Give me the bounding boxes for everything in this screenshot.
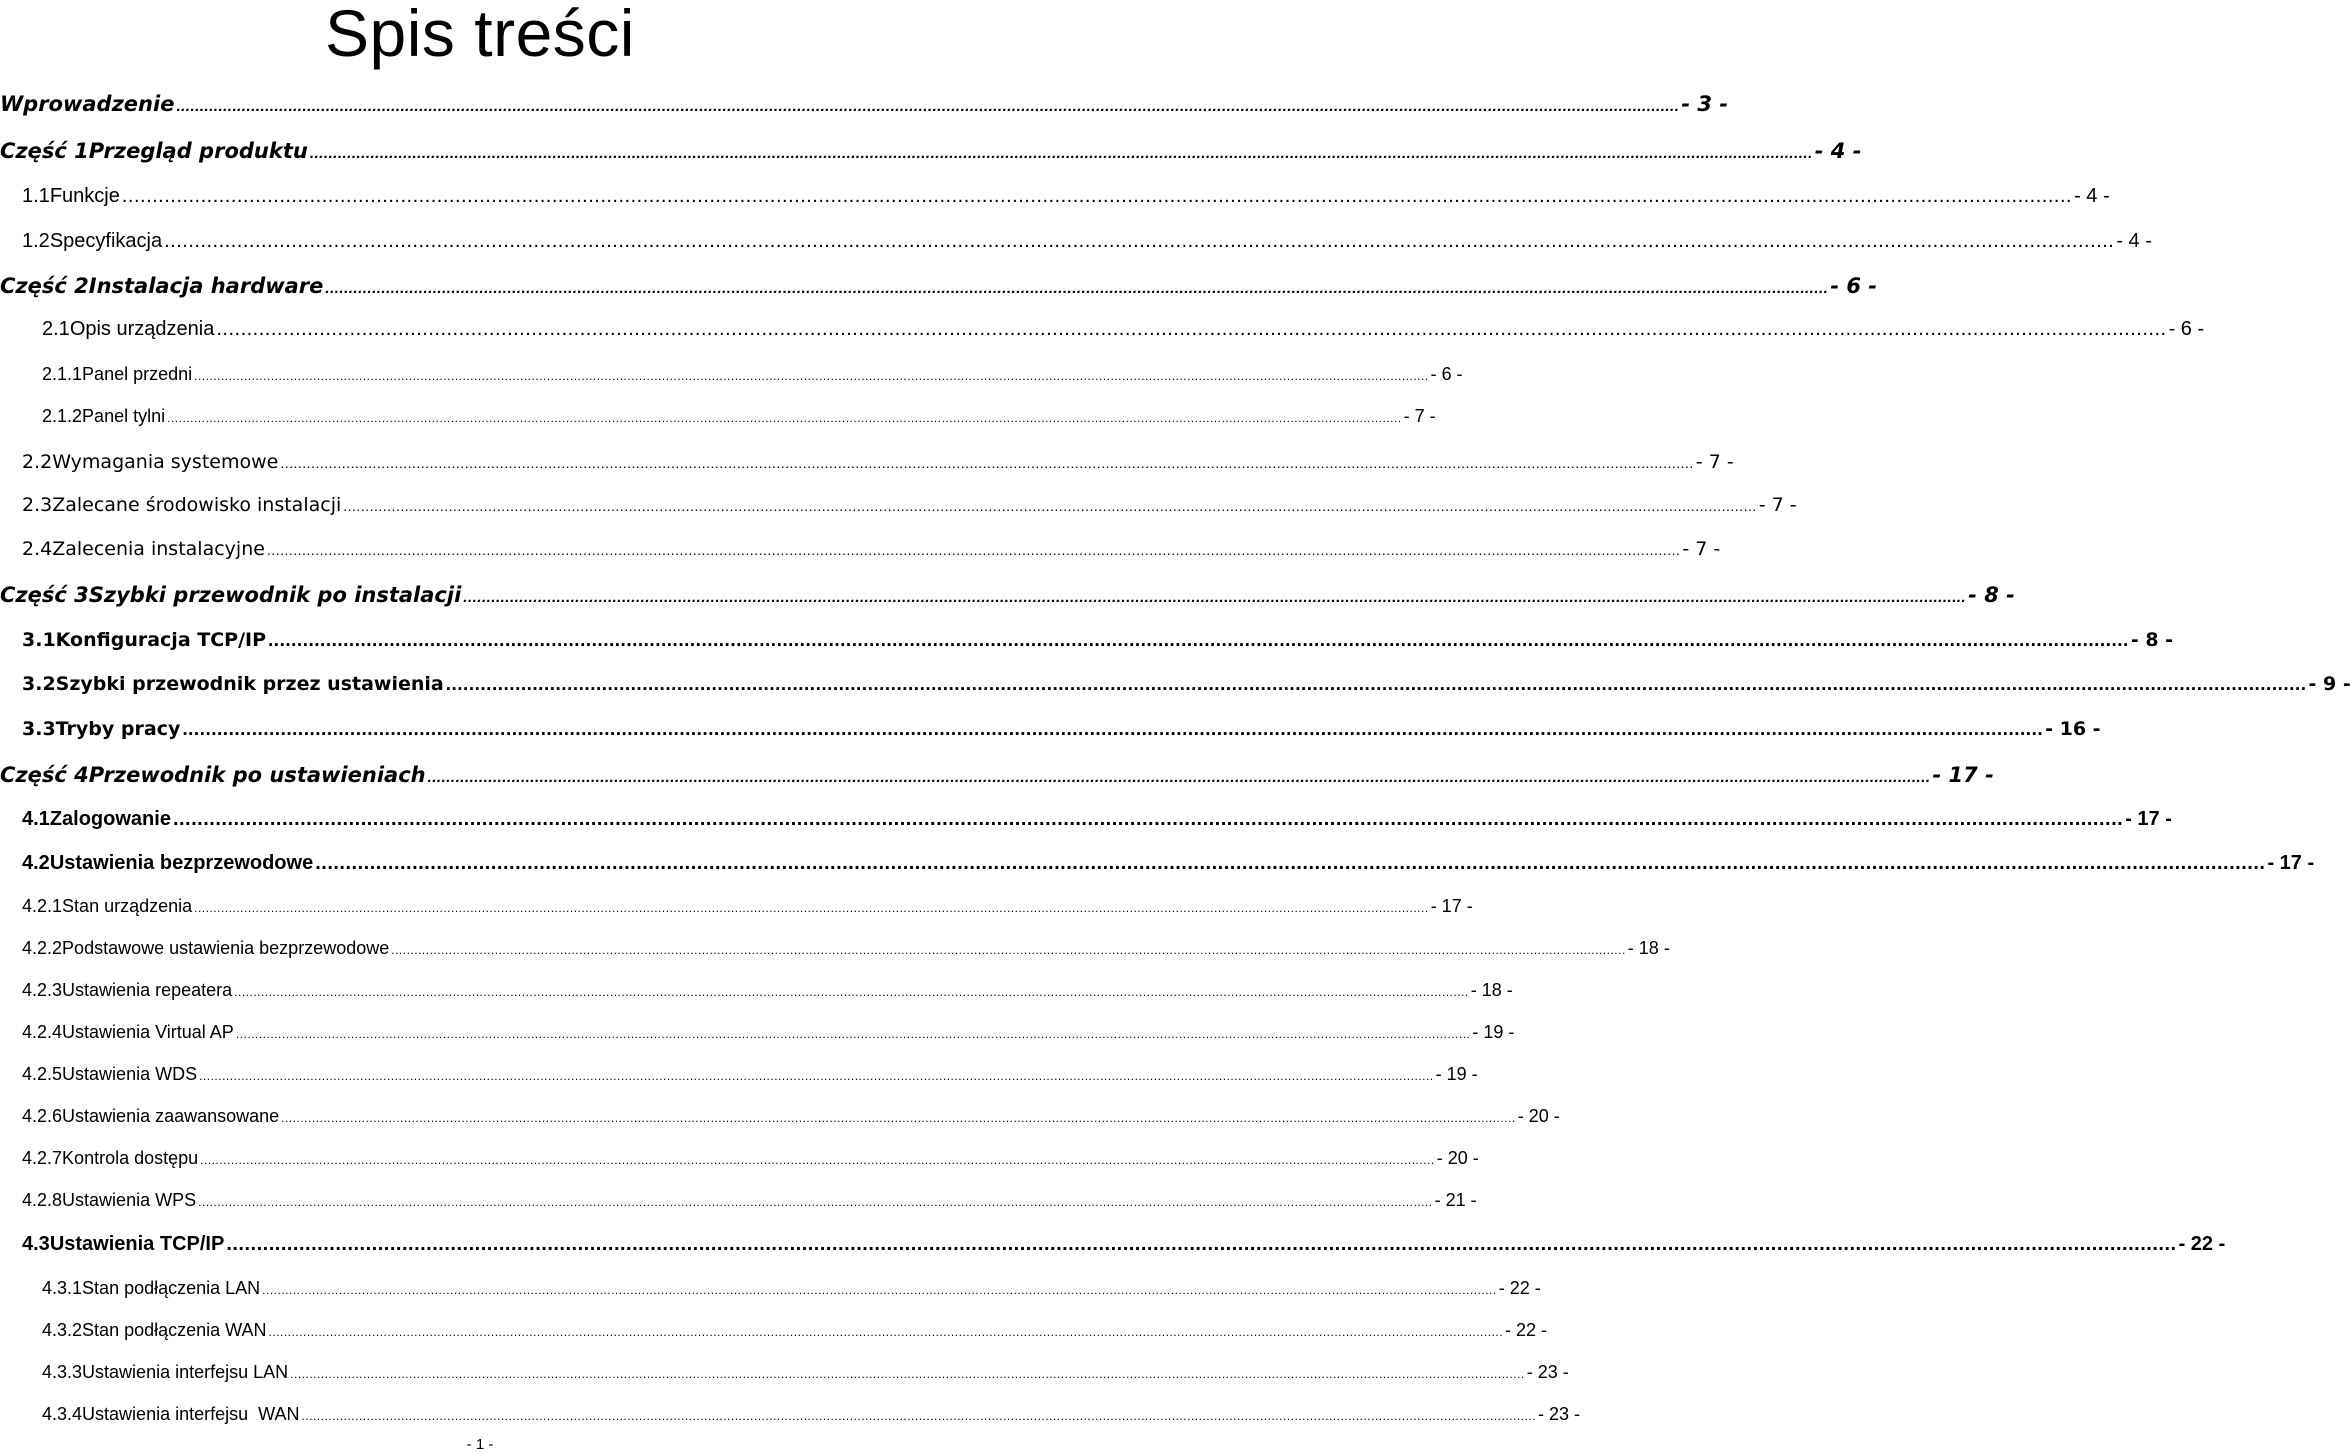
dot-leader: [199, 1069, 1434, 1083]
toc-page-number: - 7 -: [1695, 451, 1734, 473]
toc-entry-number: 4.3: [22, 1233, 50, 1255]
toc-page-number: - 16 -: [2045, 718, 2101, 740]
toc-page-number: - 18 -: [1470, 980, 1513, 1000]
toc-entry-2-4[interactable]: [0, 538, 1721, 560]
dot-leader: [216, 318, 2166, 341]
toc-entry-number: 4.3.1: [42, 1278, 83, 1298]
toc-entry-title: Tryby pracy: [55, 718, 181, 740]
toc-entry-title: Wymagania systemowe: [52, 451, 279, 473]
toc-entry-title: Ustawienia WPS: [62, 1190, 197, 1210]
toc-entry-number: 4.3.4: [42, 1404, 83, 1424]
toc-entry-title: Opis urządzenia: [69, 318, 215, 340]
toc-entry-title: Ustawienia WDS: [62, 1064, 198, 1084]
toc-entry-title: Stan urządzenia: [62, 896, 193, 916]
toc-entry-number: 4.2.8: [22, 1190, 63, 1210]
dot-leader: [198, 1195, 1433, 1209]
toc-page-number: - 17 -: [2267, 852, 2315, 874]
toc-page-number: - 22 -: [2178, 1233, 2226, 1255]
toc-entry-4-3-4[interactable]: [0, 1404, 1581, 1425]
dot-leader: [391, 943, 1626, 957]
dot-leader: [173, 808, 2123, 831]
toc-entry-part-4[interactable]: [0, 763, 1994, 787]
dot-leader: [194, 901, 1429, 915]
dot-leader: [164, 230, 2114, 253]
toc-entry-number: 1.1: [22, 185, 50, 207]
dot-leader: [268, 630, 2129, 652]
page-title: Spis treści: [325, 0, 635, 70]
toc-entry-title: Zalecenia instalacyjne: [52, 538, 265, 560]
toc-entry-number: 4.3.3: [42, 1362, 83, 1382]
toc-entry-title: Szybki przewodnik po instalacji: [88, 583, 462, 607]
toc-entry-wprowadzenie[interactable]: [0, 92, 1729, 116]
toc-entry-number: 4.1: [22, 808, 50, 830]
toc-page-number: - 7 -: [1403, 406, 1436, 426]
toc-entry-4-2[interactable]: [0, 852, 2315, 875]
toc-entry-number: 2.1: [42, 318, 70, 340]
dot-leader: [234, 985, 1469, 999]
dot-leader: [226, 1233, 2176, 1256]
toc-entry-title: Zalecane środowisko instalacji: [52, 494, 342, 516]
toc-page-number: - 4 -: [2116, 230, 2152, 252]
toc-entry-number: 4.2.6: [22, 1106, 63, 1126]
toc-entry-title: Stan podłączenia WAN: [82, 1320, 267, 1340]
toc-entry-4-3-2[interactable]: [0, 1320, 1548, 1341]
toc-page-number: - 17 -: [2125, 808, 2172, 830]
toc-entry-number: 2.3: [22, 494, 53, 516]
toc-entry-4-2-6[interactable]: [0, 1106, 1560, 1127]
toc-page-number: - 3 -: [1681, 92, 1729, 116]
toc-page-number: - 22 -: [1498, 1278, 1541, 1298]
toc-entry-title: Przegląd produktu: [88, 139, 308, 163]
toc-entry-number: 4.2.1: [22, 896, 63, 916]
toc-entry-title: Ustawienia TCP/IP: [49, 1233, 225, 1255]
toc-entry-title: Ustawienia interfejsu LAN: [82, 1362, 289, 1382]
toc-entry-title: Zalogowanie: [49, 808, 171, 830]
toc-entry-number: 2.4: [22, 538, 53, 560]
toc-entry-4-2-5[interactable]: [0, 1064, 1478, 1085]
toc-entry-2-1-1[interactable]: [0, 364, 1463, 385]
toc-entry-4-3[interactable]: [0, 1233, 2226, 1256]
dot-leader: [281, 1111, 1516, 1125]
dot-leader: [122, 185, 2072, 208]
dot-leader: [290, 1367, 1525, 1381]
toc-entry-1-1[interactable]: [0, 185, 2110, 208]
toc-page-number: - 6 -: [1830, 274, 1878, 298]
toc-page-number: - 19 -: [1472, 1022, 1515, 1042]
toc-entry-number: 4.2.5: [22, 1064, 63, 1084]
dot-leader: [446, 674, 2307, 696]
toc-entry-1-2[interactable]: [0, 230, 2152, 253]
toc-page-number: - 6 -: [2168, 318, 2205, 340]
toc-entry-number: Część 2: [0, 274, 89, 298]
dot-leader: [267, 542, 1680, 558]
toc-entry-title: Konfiguracja TCP/IP: [55, 629, 267, 651]
toc-entry-number: 4.2.2: [22, 938, 63, 958]
toc-entry-number: 1.2: [22, 230, 50, 252]
toc-entry-part-3[interactable]: [0, 583, 2015, 607]
toc-entry-2-1-2[interactable]: [0, 406, 1436, 427]
dot-leader: [167, 411, 1402, 425]
toc-entry-number: 4.2.3: [22, 980, 63, 1000]
toc-entry-4-2-7[interactable]: [0, 1148, 1479, 1169]
dot-leader: [325, 280, 1828, 297]
toc-entry-title: Stan podłączenia LAN: [82, 1278, 261, 1298]
toc-entry-number: 4.2.7: [22, 1148, 63, 1168]
toc-page-number: - 17 -: [1932, 763, 1994, 787]
toc-entry-number: Część 3: [0, 583, 89, 607]
toc-entry-title: Instalacja hardware: [88, 274, 324, 298]
toc-entry-4-2-4[interactable]: [0, 1022, 1515, 1043]
dot-leader: [343, 498, 1756, 514]
toc-page-number: - 7 -: [1758, 494, 1797, 516]
toc-entry-2-2[interactable]: [0, 451, 1734, 473]
toc-page-number: - 8 -: [2130, 629, 2174, 651]
toc-entry-4-3-3[interactable]: [0, 1362, 1569, 1383]
toc-page-number: - 17 -: [1430, 896, 1473, 916]
toc-entry-number: 2.1.1: [42, 364, 83, 384]
toc-page-number: - 20 -: [1517, 1106, 1560, 1126]
toc-page-number: - 18 -: [1627, 938, 1670, 958]
toc-entry-title: Kontrola dostępu: [62, 1148, 199, 1168]
toc-entry-number: Część 4: [0, 763, 89, 787]
toc-page-number: - 22 -: [1505, 1320, 1548, 1340]
toc-entry-number: 4.2.4: [22, 1022, 63, 1042]
toc-entry-title: Podstawowe ustawienia bezprzewodowe: [62, 938, 390, 958]
dot-leader: [310, 145, 1813, 162]
toc-entry-number: 4.3.2: [42, 1320, 83, 1340]
toc-page-number: - 23 -: [1526, 1362, 1569, 1382]
toc-page-number: - 21 -: [1434, 1190, 1477, 1210]
toc-entry-2-3[interactable]: [0, 494, 1797, 516]
toc-entry-title: Ustawienia bezprzewodowe: [49, 852, 314, 874]
toc-entry-4-2-2[interactable]: [0, 938, 1670, 959]
toc-entry-2-1[interactable]: [0, 318, 2205, 341]
dot-leader: [176, 98, 1679, 115]
toc-entry-title: Panel przedni: [82, 364, 193, 384]
toc-entry-number: 4.2: [22, 852, 50, 874]
dot-leader: [315, 852, 2265, 875]
toc-entry-title: Ustawienia zaawansowane: [62, 1106, 280, 1126]
toc-entry-3-1[interactable]: [0, 629, 2174, 652]
toc-page-number: - 20 -: [1436, 1148, 1479, 1168]
dot-leader: [262, 1283, 1497, 1297]
toc-entry-3-3[interactable]: [0, 718, 2101, 741]
dot-leader: [428, 769, 1931, 786]
toc-entry-number: 2.1.2: [42, 406, 83, 426]
dot-leader: [236, 1027, 1471, 1041]
toc-entry-part-2[interactable]: [0, 274, 1878, 298]
toc-entry-part-1[interactable]: [0, 139, 1862, 163]
toc-page-number: - 8 -: [1968, 583, 2015, 607]
dot-leader: [182, 719, 2043, 741]
toc-entry-title: Funkcje: [49, 185, 120, 207]
toc-entry-title: Specyfikacja: [49, 230, 163, 252]
dot-leader: [268, 1325, 1503, 1339]
toc-page-number: - 6 -: [1430, 364, 1463, 384]
toc-entry-title: Ustawienia interfejsu WAN: [82, 1404, 300, 1424]
toc-entry-title: Ustawienia repeatera: [62, 980, 233, 1000]
toc-entry-number: Część 1: [0, 139, 89, 163]
toc-entry-3-2[interactable]: [0, 673, 2351, 696]
toc-entry-number: 3.1: [22, 629, 56, 651]
toc-page-number: - 7 -: [1682, 538, 1721, 560]
toc-entry-number: 2.2: [22, 451, 53, 473]
toc-entry-number: 3.3: [22, 718, 56, 740]
dot-leader: [301, 1409, 1536, 1423]
dot-leader: [463, 589, 1966, 606]
toc-page-number: - 4 -: [2074, 185, 2110, 207]
toc-page-number: - 4 -: [1814, 139, 1862, 163]
toc-entry-title: Przewodnik po ustawieniach: [88, 763, 426, 787]
toc-entry-4-2-8[interactable]: [0, 1190, 1477, 1211]
toc-entry-4-1[interactable]: [0, 808, 2172, 831]
toc-entry-title: Panel tylni: [82, 406, 166, 426]
dot-leader: [194, 369, 1429, 383]
toc-entry-4-3-1[interactable]: [0, 1278, 1541, 1299]
toc-entry-4-2-3[interactable]: [0, 980, 1513, 1001]
toc-entry-title: Wprowadzenie: [0, 92, 175, 116]
toc-entry-title: Ustawienia Virtual AP: [62, 1022, 234, 1042]
page-footer-number: - 1 -: [466, 1436, 494, 1453]
toc-entry-4-2-1[interactable]: [0, 896, 1473, 917]
toc-page-number: - 23 -: [1538, 1404, 1581, 1424]
dot-leader: [280, 455, 1693, 471]
toc-page-number: - 9 -: [2308, 673, 2351, 695]
toc-entry-number: 3.2: [22, 673, 56, 695]
toc-page-number: - 19 -: [1435, 1064, 1478, 1084]
dot-leader: [200, 1153, 1435, 1167]
toc-entry-title: Szybki przewodnik przez ustawienia: [55, 673, 444, 695]
